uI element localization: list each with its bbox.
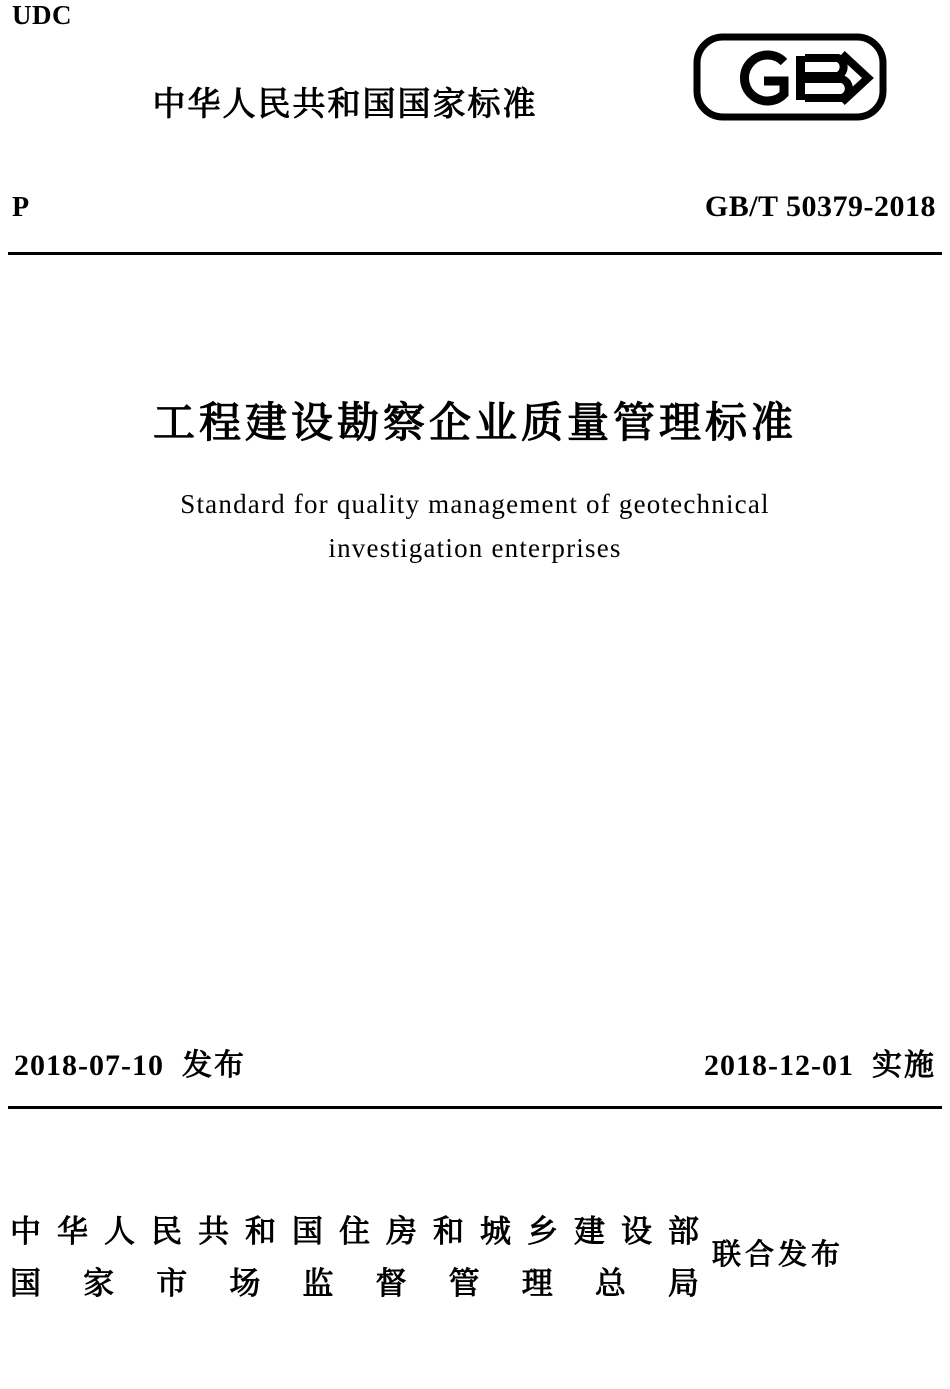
issue-date-value: 2018-07-10 bbox=[14, 1049, 164, 1082]
issue-date-block bbox=[14, 1040, 246, 1084]
effective-date-label: 实施 bbox=[872, 1048, 936, 1083]
udc-label: UDC bbox=[12, 0, 72, 30]
publisher-line-2: 国家市场监督管理总局 bbox=[10, 1266, 700, 1302]
effective-date-block bbox=[704, 1040, 936, 1084]
issue-date-label: 发布 bbox=[181, 1048, 246, 1083]
national-standard-title: 中华人民共和国国家标准 bbox=[152, 84, 538, 123]
classification-mark: P bbox=[12, 192, 30, 223]
joint-issue-label: 联合发布 bbox=[712, 1237, 845, 1271]
subtitle-line-2: investigation enterprises bbox=[328, 533, 622, 563]
subtitle-line-1: Standard for quality management of geotechnical bbox=[180, 489, 770, 519]
effective-date-value: 2018-12-01 bbox=[704, 1049, 854, 1082]
page-title: 工程建设勘察企业质量管理标准 bbox=[152, 398, 797, 447]
publisher-line-1: 中华人民共和国住房和城乡建设部 bbox=[10, 1214, 700, 1250]
gb-logo-icon bbox=[692, 32, 888, 122]
page-subtitle bbox=[0, 482, 950, 570]
divider-top bbox=[8, 252, 942, 255]
divider-bottom bbox=[8, 1106, 942, 1109]
publisher-block bbox=[10, 1206, 700, 1310]
standard-number: GB/T 50379-2018 bbox=[704, 190, 936, 223]
